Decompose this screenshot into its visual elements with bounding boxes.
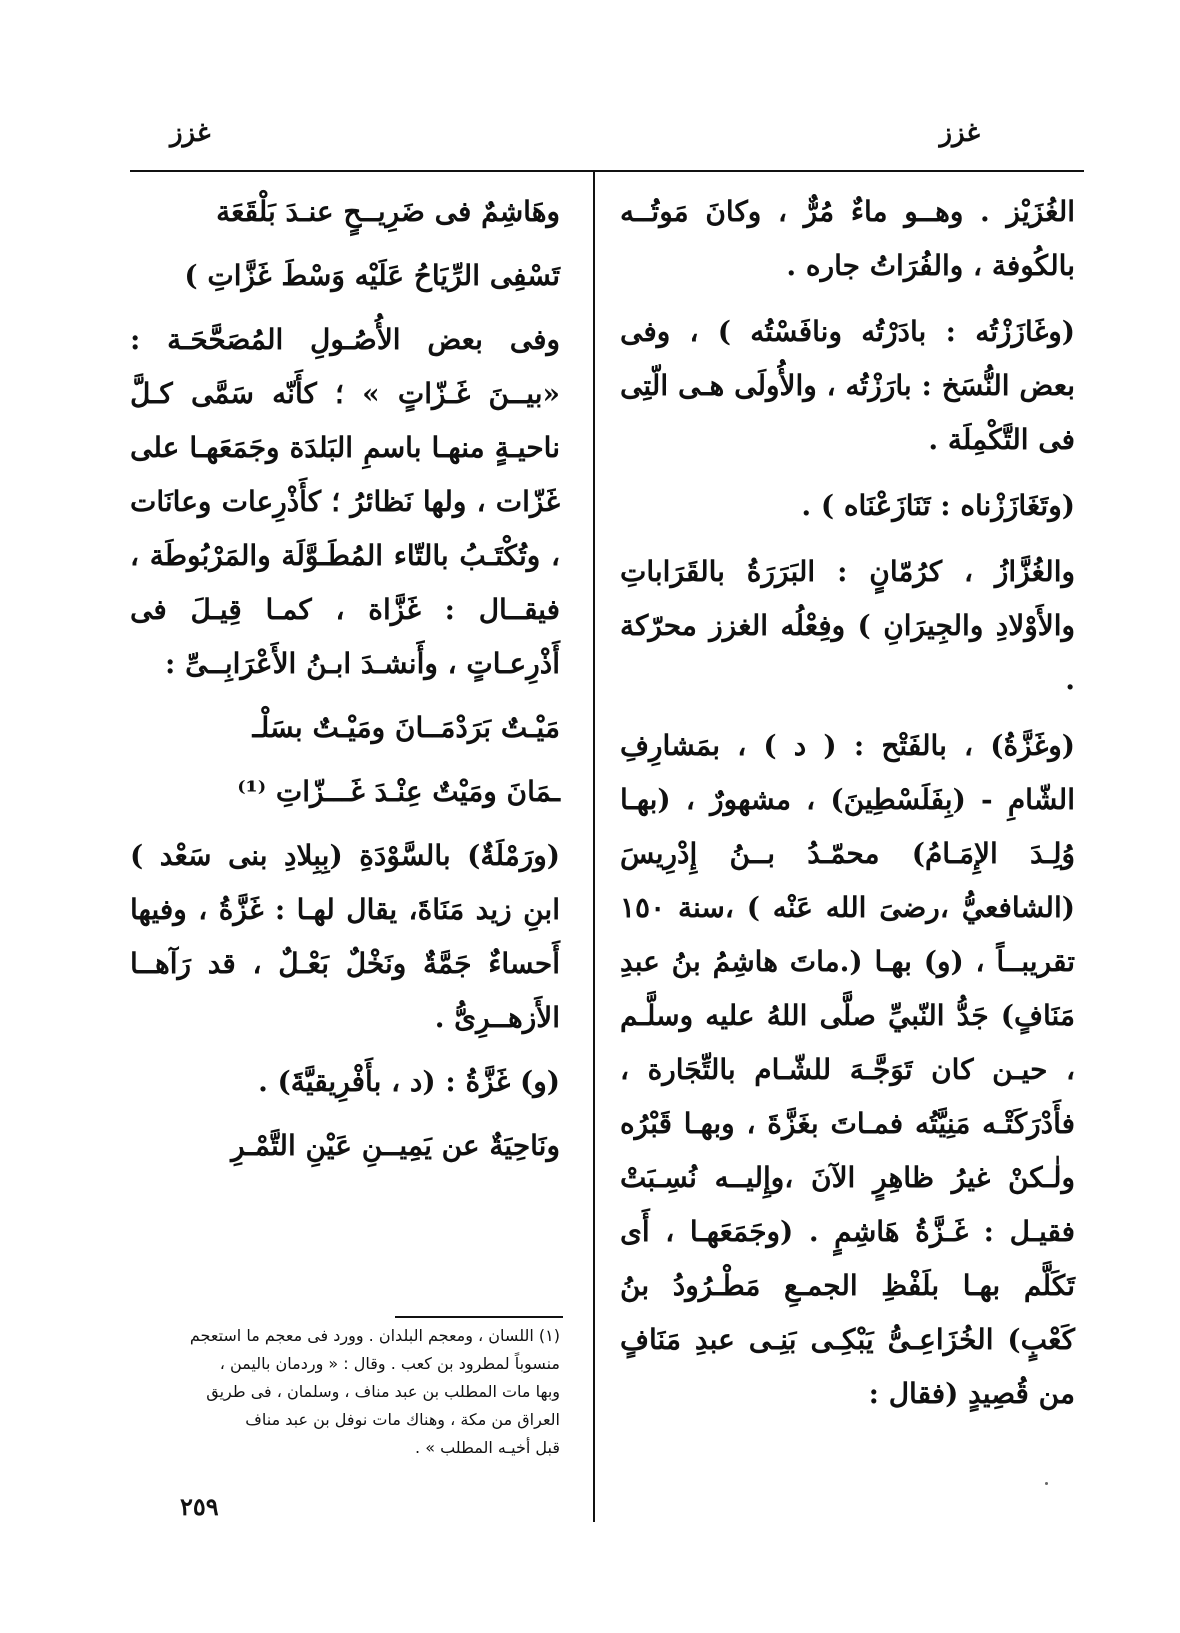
entry-paragraph: (وتَغَازَزْناه : تَنَازَعْنَاه ) . [801,489,1075,522]
entry-paragraph: وفى بعض الأُصُـولِ المُصَحَّحَـة : «بيــنَ غَـزّاتٍ » ؛ كأَنّه سَمَّى كـلَّ ناحيـةٍ منهـا باسمِ البَلدَة وجَمَعَهـا على غَزّات ، ولها نَظائرُ ؛ كأَذْرِعات وعانَات ، وتُكْتَـبُ بالتّاء المُطَـوَّلَة والمَرْبُوطَة ، فيقــال : غَزَّاة ، كمـا قِيـلَ فى أَذْرِعـاتٍ ، وأَنشـدَ ابـنُ الأَعْرَابِــىِّ : [130,323,560,680]
entry-paragraph: (و) غَزَّةُ : (د ، بأَفْرِيقيَّةَ) . [258,1065,560,1098]
poem-verse-line: وهَاشِمٌ فى ضَرِيــحٍ عنـدَ بَلْقَعَة [216,195,560,228]
footnote-line: وبها مات المطلب بن عبد مناف ، وسلمان ، فى طريق [206,1382,560,1401]
column-divider [593,172,595,1522]
page-number: ٢٥٩ [180,1492,219,1521]
footnote-rule [395,1316,563,1318]
left-column [130,185,560,1183]
poem-verse-line: ـمَانَ ومَيْتٌ عِنْـدَ غَـــزّاتِ ⁽¹⁾ [237,775,560,808]
footnote-line: العراق من مكة ، وهناك مات نوفل بن عبد مناف [245,1410,560,1429]
right-column [620,185,1075,1433]
header-rule [130,170,1084,172]
poem-verse-line: تَسْفِى الرِّيَاحُ عَلَيْه وَسْطَ غَزَّاتِ ) [184,259,560,292]
entry-paragraph: ونَاحِيَةٌ عن يَمِيــنِ عَيْنِ التَّمْـرِ [231,1129,560,1162]
running-head-left: غزز [170,118,211,148]
entry-paragraph: (وغَازَزْتُه : بادَرْتُه ونافَسْتُه ) ، وفى بعض النُّسَخ : بارَزْتُه ، والأُولَى هـى الّتِى فى التَّكْمِلَة . [620,315,1075,456]
entry-paragraph: الغُزَيْز . وهــو ماءٌ مُرٌّ ، وكانَ مَوتُــه بالكُوفة ، والفُرَاتُ جاره . [620,195,1075,282]
poem-verse-line: مَيْـتٌ بَرَدْمَــانَ ومَيْـتٌ بسَلْـ [252,711,560,744]
running-head-right: غزز [939,118,980,148]
footnotes [130,1322,560,1462]
footnote-line: منسوباً لمطرود بن كعب . وقال : « وردمان باليمن ، [219,1354,560,1373]
entry-paragraph: والغُزَّازُ ، كرُمّانٍ : البَرَرَةُ بالقَرَاباتِ والأَوْلادِ والجِيرَانِ ) وفِعْلُه الغزز محرّكة . [620,555,1075,696]
margin-speck [1045,1482,1048,1485]
entry-paragraph: (ورَمْلَةٌ) بالسَّوْدَةِ (بِبِلادِ بنى سَعْد ) ابنِ زيد مَنَاةَ، يقال لهـا : غَزَّةُ ، وفيها أَحساءٌ جَمَّةٌ ونَخْلٌ بَعْـلٌ ، قد رَآهــا الأَزهــرِىُّ . [130,839,560,1034]
entry-paragraph: (وغَزَّةُ) ، بالفَتْح : ( د ) ، بمَشارِفِ الشّامِ - (بِفَلَسْطِينَ) ، مشهورٌ ، (بهـا وُلِـدَ الإِمَـامُ) محمّـدُ بــنُ إِدْرِيسَ (الشافعيُّ ،رضىَ الله عَنْه ) ،سنة ١٥٠ تقريبــاً ، (و) بهـا (.ماتَ هاشِمُ بنُ عبدِ مَنَافٍ) جَدُّ النّبيِّ صلَّى اللهُ عليه وسلَّـم ، حيـن كان تَوَجَّـهَ للشّـام بالتِّجَارة ، فأَدْرَكَتْـه مَنِيَّتُه فمـاتَ بغَزَّةَ ، وبهـا قَبْرُه ولٰـكنْ غيرُ ظاهِرٍ الآنَ ،وإِليــه نُسِـبَتْ فقيـل : غَـزَّةُ هَاشِمٍ . (وجَمَعَهـا ، أَى تَكَلَّم بهـا بلَفْظِ الجمـعِ مَطْـرُودُ بنُ كَعْبٍ) الخُزَاعِـىُّ يَبْكِـى بَنِـى عبدِ مَنَافٍ من قُصِيدٍ (فقال : [620,729,1075,1410]
footnote-line: (١) اللسان ، ومعجم البلدان . وورد فى معجم ما استعجم [189,1326,560,1345]
footnote-line: قبل أخيـه المطلب » . [415,1438,560,1457]
